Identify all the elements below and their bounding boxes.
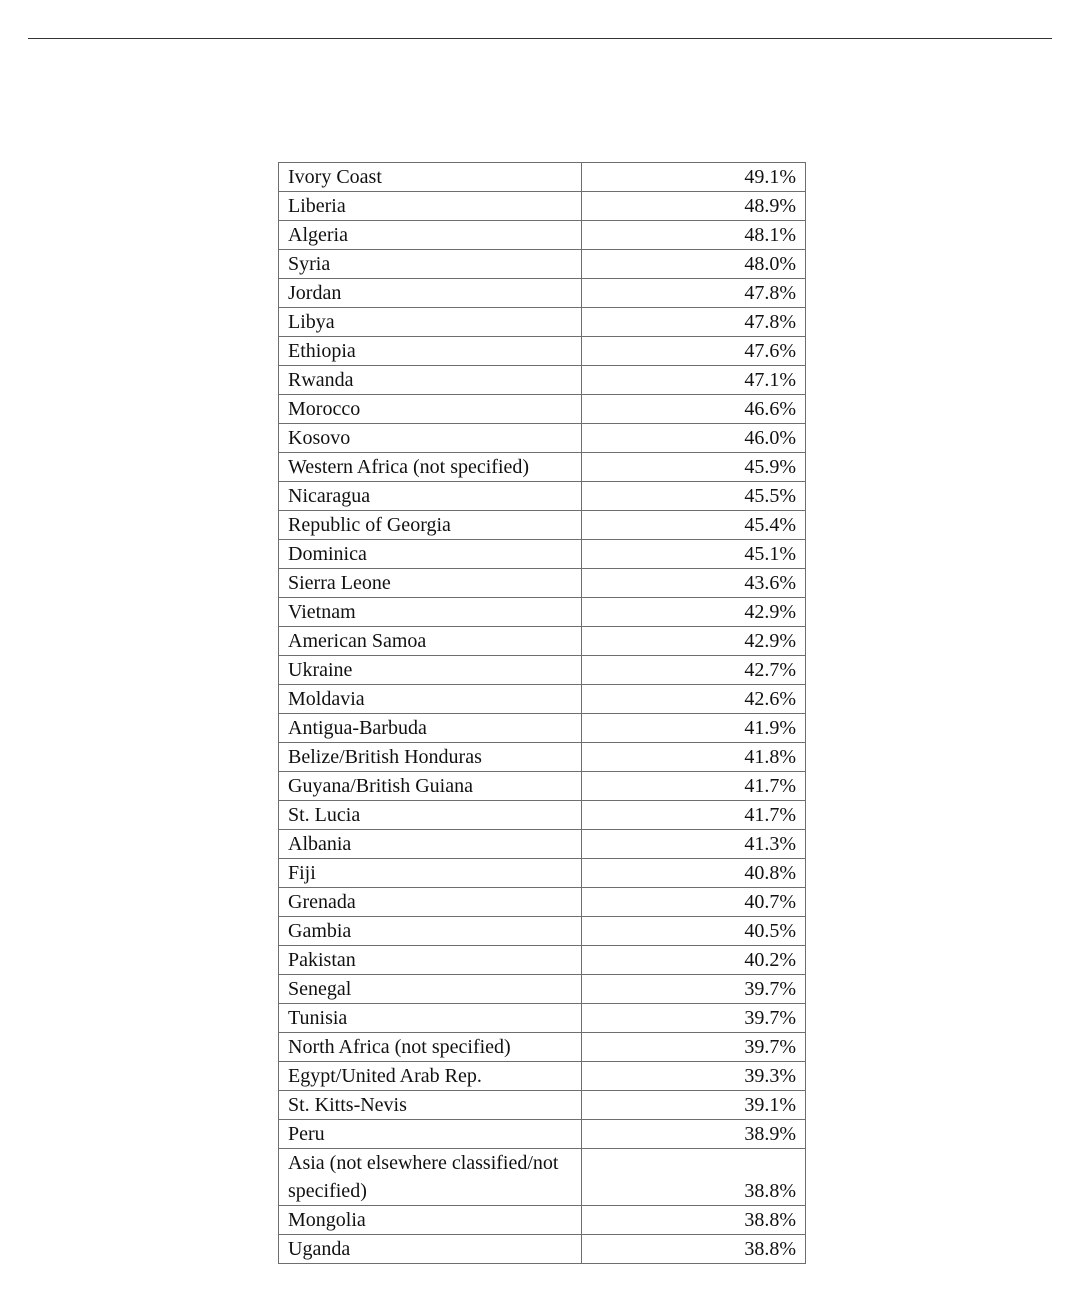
table-row bbox=[279, 656, 806, 685]
table-row bbox=[279, 395, 806, 424]
country-cell: Jordan bbox=[279, 279, 582, 308]
percentage-cell: 48.1% bbox=[582, 221, 806, 250]
table-row bbox=[279, 163, 806, 192]
percentage-cell: 47.8% bbox=[582, 308, 806, 337]
percentage-cell: 47.8% bbox=[582, 279, 806, 308]
table-row bbox=[279, 482, 806, 511]
percentage-cell: 47.1% bbox=[582, 366, 806, 395]
country-cell: Guyana/British Guiana bbox=[279, 772, 582, 801]
table-row bbox=[279, 1091, 806, 1120]
percentage-cell: 39.7% bbox=[582, 1033, 806, 1062]
table-row bbox=[279, 598, 806, 627]
percentage-cell: 41.8% bbox=[582, 743, 806, 772]
country-cell: Antigua-Barbuda bbox=[279, 714, 582, 743]
country-cell: Dominica bbox=[279, 540, 582, 569]
percentage-cell: 42.6% bbox=[582, 685, 806, 714]
percentage-cell: 40.7% bbox=[582, 888, 806, 917]
table-row bbox=[279, 627, 806, 656]
table-row bbox=[279, 685, 806, 714]
table-row bbox=[279, 888, 806, 917]
percentage-cell: 40.8% bbox=[582, 859, 806, 888]
percentage-cell: 46.6% bbox=[582, 395, 806, 424]
country-cell: St. Lucia bbox=[279, 801, 582, 830]
table-row bbox=[279, 1062, 806, 1091]
percentage-cell: 41.7% bbox=[582, 772, 806, 801]
country-cell: Republic of Georgia bbox=[279, 511, 582, 540]
country-cell: Sierra Leone bbox=[279, 569, 582, 598]
table-row bbox=[279, 830, 806, 859]
percentage-cell: 38.8% bbox=[582, 1149, 806, 1206]
country-cell: Kosovo bbox=[279, 424, 582, 453]
country-cell: Moldavia bbox=[279, 685, 582, 714]
country-cell: Libya bbox=[279, 308, 582, 337]
country-cell: American Samoa bbox=[279, 627, 582, 656]
country-cell: Western Africa (not specified) bbox=[279, 453, 582, 482]
percentage-cell: 38.9% bbox=[582, 1120, 806, 1149]
country-cell: North Africa (not specified) bbox=[279, 1033, 582, 1062]
table-row bbox=[279, 308, 806, 337]
table-row bbox=[279, 366, 806, 395]
percentage-cell: 40.2% bbox=[582, 946, 806, 975]
country-cell: Uganda bbox=[279, 1235, 582, 1264]
country-cell: Algeria bbox=[279, 221, 582, 250]
percentage-cell: 40.5% bbox=[582, 917, 806, 946]
percentage-cell: 41.3% bbox=[582, 830, 806, 859]
country-cell: Mongolia bbox=[279, 1206, 582, 1235]
country-cell: Liberia bbox=[279, 192, 582, 221]
percentage-cell: 46.0% bbox=[582, 424, 806, 453]
country-cell: Grenada bbox=[279, 888, 582, 917]
country-cell: Ethiopia bbox=[279, 337, 582, 366]
table-row bbox=[279, 1120, 806, 1149]
percentage-cell: 39.3% bbox=[582, 1062, 806, 1091]
percentage-cell: 43.6% bbox=[582, 569, 806, 598]
country-cell: Tunisia bbox=[279, 1004, 582, 1033]
percentage-cell: 45.4% bbox=[582, 511, 806, 540]
country-cell: Fiji bbox=[279, 859, 582, 888]
country-cell: Ukraine bbox=[279, 656, 582, 685]
table-row bbox=[279, 453, 806, 482]
table-row bbox=[279, 424, 806, 453]
table-row bbox=[279, 1206, 806, 1235]
table-row bbox=[279, 337, 806, 366]
country-cell: Asia (not elsewhere classified/not specified) bbox=[279, 1149, 582, 1206]
table-row bbox=[279, 569, 806, 598]
country-cell: Belize/British Honduras bbox=[279, 743, 582, 772]
percentage-cell: 42.7% bbox=[582, 656, 806, 685]
table-row bbox=[279, 859, 806, 888]
country-cell: Pakistan bbox=[279, 946, 582, 975]
table-row bbox=[279, 975, 806, 1004]
country-cell: Ivory Coast bbox=[279, 163, 582, 192]
country-cell: Gambia bbox=[279, 917, 582, 946]
percentage-cell: 39.7% bbox=[582, 975, 806, 1004]
country-cell: Vietnam bbox=[279, 598, 582, 627]
table-row bbox=[279, 917, 806, 946]
table-row bbox=[279, 743, 806, 772]
percentage-cell: 42.9% bbox=[582, 598, 806, 627]
table-row bbox=[279, 250, 806, 279]
table-row bbox=[279, 221, 806, 250]
table-row bbox=[279, 279, 806, 308]
table-row bbox=[279, 1004, 806, 1033]
country-cell: Syria bbox=[279, 250, 582, 279]
percentage-cell: 45.1% bbox=[582, 540, 806, 569]
percentage-cell: 38.8% bbox=[582, 1235, 806, 1264]
percentage-cell: 41.7% bbox=[582, 801, 806, 830]
table-row bbox=[279, 1235, 806, 1264]
percentage-cell: 45.5% bbox=[582, 482, 806, 511]
top-rule bbox=[28, 38, 1052, 39]
table-row bbox=[279, 714, 806, 743]
country-cell: Egypt/United Arab Rep. bbox=[279, 1062, 582, 1091]
country-cell: Rwanda bbox=[279, 366, 582, 395]
table-row bbox=[279, 801, 806, 830]
country-cell: St. Kitts-Nevis bbox=[279, 1091, 582, 1120]
country-cell: Morocco bbox=[279, 395, 582, 424]
percentage-cell: 45.9% bbox=[582, 453, 806, 482]
percentage-cell: 41.9% bbox=[582, 714, 806, 743]
percentage-cell: 38.8% bbox=[582, 1206, 806, 1235]
percentage-cell: 49.1% bbox=[582, 163, 806, 192]
table-row bbox=[279, 1033, 806, 1062]
country-cell: Senegal bbox=[279, 975, 582, 1004]
percentage-cell: 39.1% bbox=[582, 1091, 806, 1120]
country-cell: Albania bbox=[279, 830, 582, 859]
table-row bbox=[279, 511, 806, 540]
percentage-cell: 39.7% bbox=[582, 1004, 806, 1033]
percentage-cell: 42.9% bbox=[582, 627, 806, 656]
table-row bbox=[279, 192, 806, 221]
country-percentage-table bbox=[278, 162, 806, 1264]
table-row bbox=[279, 540, 806, 569]
percentage-cell: 48.0% bbox=[582, 250, 806, 279]
percentage-cell: 47.6% bbox=[582, 337, 806, 366]
percentage-cell: 48.9% bbox=[582, 192, 806, 221]
table-row bbox=[279, 946, 806, 975]
table-row bbox=[279, 1149, 806, 1206]
country-cell: Nicaragua bbox=[279, 482, 582, 511]
country-cell: Peru bbox=[279, 1120, 582, 1149]
table-row bbox=[279, 772, 806, 801]
